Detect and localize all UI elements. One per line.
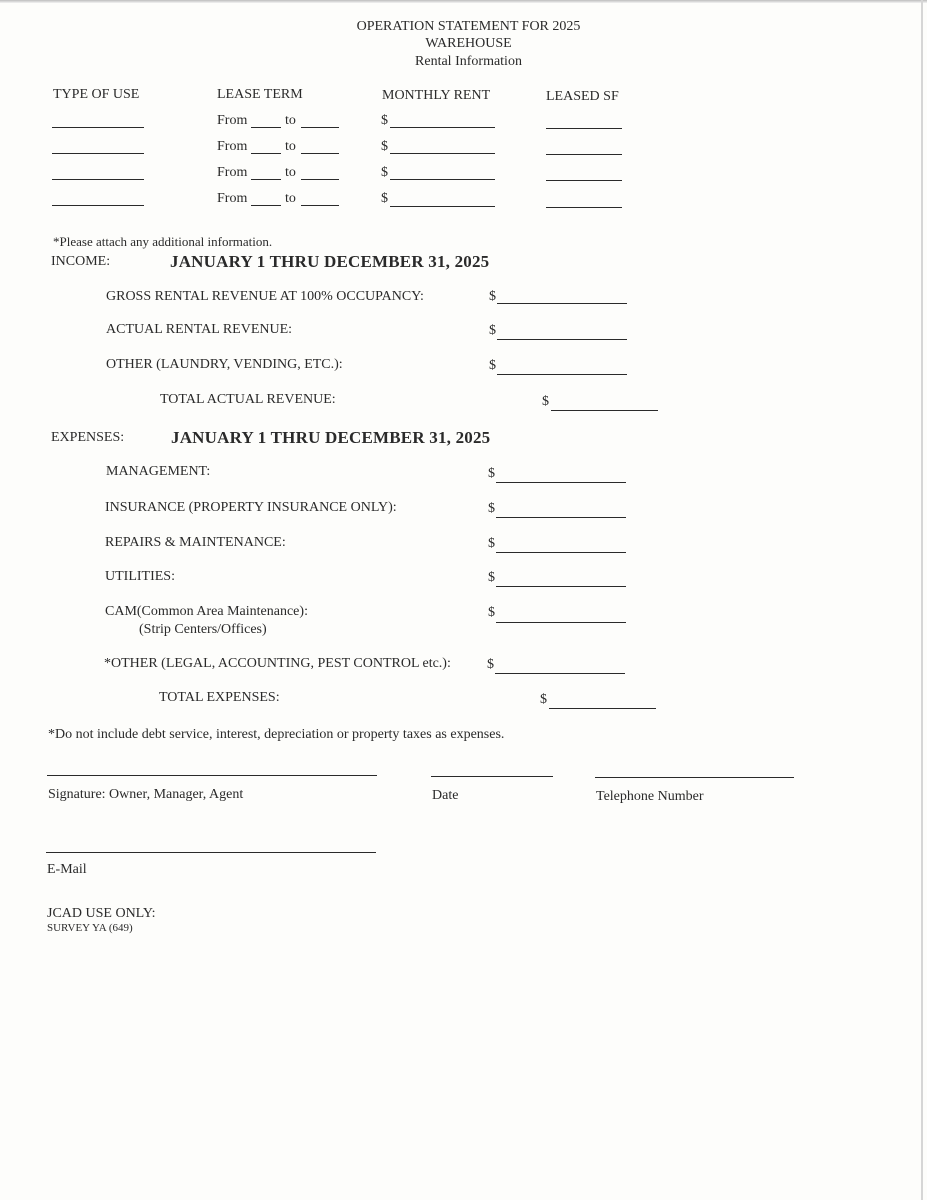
form-section-title: Rental Information bbox=[415, 54, 522, 69]
monthly-rent-field[interactable] bbox=[390, 206, 495, 207]
signature-field[interactable] bbox=[47, 775, 377, 776]
income-period: JANUARY 1 THRU DECEMBER 31, 2025 bbox=[170, 252, 490, 271]
to-label: to bbox=[285, 191, 296, 206]
cam-field[interactable] bbox=[496, 622, 626, 623]
type-of-use-field[interactable] bbox=[52, 127, 144, 128]
lease-to-field[interactable] bbox=[301, 179, 339, 180]
dollar-sign: $ bbox=[381, 139, 388, 154]
dollar-sign: $ bbox=[488, 605, 495, 620]
email-label: E-Mail bbox=[47, 862, 87, 877]
expenses-label: EXPENSES: bbox=[51, 430, 125, 445]
other-expenses-field[interactable] bbox=[495, 673, 625, 674]
repairs-maintenance-field[interactable] bbox=[496, 552, 626, 553]
attach-note: *Please attach any additional information. bbox=[53, 234, 273, 249]
dollar-sign: $ bbox=[488, 570, 495, 585]
type-of-use-field[interactable] bbox=[52, 205, 144, 206]
column-leased-sf: LEASED SF bbox=[546, 89, 619, 104]
utilities-field[interactable] bbox=[496, 586, 626, 587]
utilities-label: UTILITIES: bbox=[105, 569, 175, 584]
column-lease-term: LEASE TERM bbox=[217, 87, 303, 102]
total-actual-revenue-label: TOTAL ACTUAL REVENUE: bbox=[160, 392, 336, 407]
insurance-label: INSURANCE (PROPERTY INSURANCE ONLY): bbox=[105, 500, 397, 515]
monthly-rent-field[interactable] bbox=[390, 153, 495, 154]
from-label: From bbox=[217, 191, 248, 206]
actual-rental-revenue-label: ACTUAL RENTAL REVENUE: bbox=[106, 322, 293, 337]
other-income-label: OTHER (LAUNDRY, VENDING, ETC.): bbox=[106, 357, 343, 372]
telephone-field[interactable] bbox=[595, 777, 794, 778]
leased-sf-field[interactable] bbox=[546, 128, 622, 129]
dollar-sign: $ bbox=[540, 692, 547, 707]
total-expenses-field[interactable] bbox=[549, 708, 656, 709]
other-income-field[interactable] bbox=[497, 374, 627, 375]
scan-edge-right bbox=[921, 0, 923, 1200]
income-label: INCOME: bbox=[51, 254, 111, 269]
actual-rental-revenue-field[interactable] bbox=[497, 339, 627, 340]
signature-label: Signature: Owner, Manager, Agent bbox=[48, 787, 244, 802]
date-field[interactable] bbox=[431, 776, 553, 777]
date-label: Date bbox=[432, 788, 459, 803]
to-label: to bbox=[285, 165, 296, 180]
cam-sub-label: (Strip Centers/Offices) bbox=[139, 622, 267, 637]
office-use-label: JCAD USE ONLY: bbox=[47, 906, 156, 921]
other-expenses-label: *OTHER (LEGAL, ACCOUNTING, PEST CONTROL etc.): bbox=[104, 656, 451, 671]
to-label: to bbox=[285, 139, 296, 154]
email-field[interactable] bbox=[46, 852, 376, 853]
dollar-sign: $ bbox=[381, 191, 388, 206]
column-type-of-use: TYPE OF USE bbox=[53, 87, 140, 102]
from-label: From bbox=[217, 113, 248, 128]
lease-to-field[interactable] bbox=[301, 205, 339, 206]
leased-sf-field[interactable] bbox=[546, 154, 622, 155]
dollar-sign: $ bbox=[489, 289, 496, 304]
dollar-sign: $ bbox=[489, 358, 496, 373]
form-subtitle: WAREHOUSE bbox=[425, 36, 512, 51]
lease-from-field[interactable] bbox=[251, 127, 281, 128]
dollar-sign: $ bbox=[488, 501, 495, 516]
dollar-sign: $ bbox=[488, 536, 495, 551]
telephone-label: Telephone Number bbox=[596, 789, 704, 804]
form-title: OPERATION STATEMENT FOR 2025 bbox=[356, 19, 581, 34]
type-of-use-field[interactable] bbox=[52, 153, 144, 154]
management-label: MANAGEMENT: bbox=[106, 464, 211, 479]
repairs-maintenance-label: REPAIRS & MAINTENANCE: bbox=[105, 535, 286, 550]
total-expenses-label: TOTAL EXPENSES: bbox=[159, 690, 280, 705]
lease-from-field[interactable] bbox=[251, 179, 281, 180]
lease-to-field[interactable] bbox=[301, 127, 339, 128]
to-label: to bbox=[285, 113, 296, 128]
dollar-sign: $ bbox=[489, 323, 496, 338]
dollar-sign: $ bbox=[381, 113, 388, 128]
dollar-sign: $ bbox=[488, 466, 495, 481]
from-label: From bbox=[217, 165, 248, 180]
leased-sf-field[interactable] bbox=[546, 180, 622, 181]
dollar-sign: $ bbox=[542, 394, 549, 409]
monthly-rent-field[interactable] bbox=[390, 179, 495, 180]
leased-sf-field[interactable] bbox=[546, 207, 622, 208]
scan-edge-top bbox=[0, 0, 927, 3]
gross-rental-revenue-label: GROSS RENTAL REVENUE AT 100% OCCUPANCY: bbox=[106, 289, 424, 304]
expenses-period: JANUARY 1 THRU DECEMBER 31, 2025 bbox=[171, 428, 491, 447]
management-field[interactable] bbox=[496, 482, 626, 483]
dollar-sign: $ bbox=[381, 165, 388, 180]
total-actual-revenue-field[interactable] bbox=[551, 410, 658, 411]
type-of-use-field[interactable] bbox=[52, 179, 144, 180]
cam-label: CAM(Common Area Maintenance): bbox=[105, 604, 308, 619]
column-monthly-rent: MONTHLY RENT bbox=[382, 88, 491, 103]
insurance-field[interactable] bbox=[496, 517, 626, 518]
lease-from-field[interactable] bbox=[251, 153, 281, 154]
gross-rental-revenue-field[interactable] bbox=[497, 303, 627, 304]
debt-service-note: *Do not include debt service, interest, depreciation or property taxes as expenses. bbox=[48, 727, 505, 742]
survey-code: SURVEY YA (649) bbox=[47, 922, 133, 934]
lease-from-field[interactable] bbox=[251, 205, 281, 206]
monthly-rent-field[interactable] bbox=[390, 127, 495, 128]
dollar-sign: $ bbox=[487, 657, 494, 672]
lease-to-field[interactable] bbox=[301, 153, 339, 154]
from-label: From bbox=[217, 139, 248, 154]
